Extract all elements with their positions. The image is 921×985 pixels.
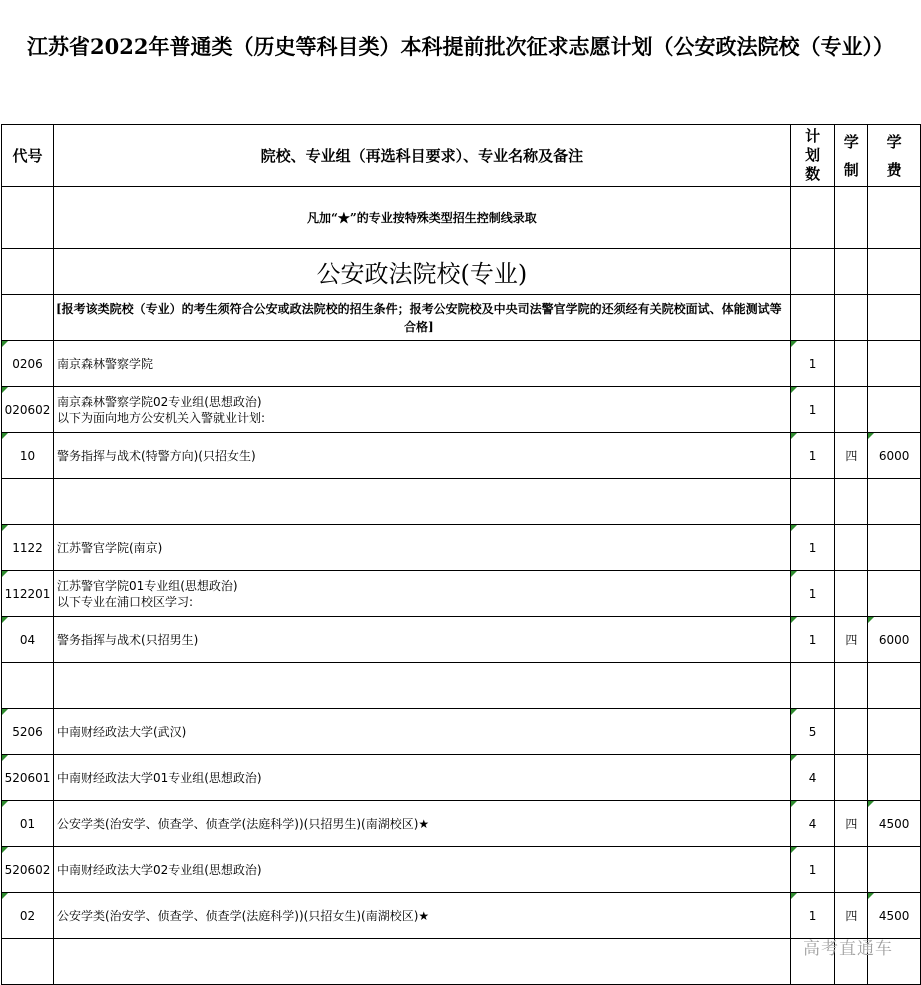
row-years-text: 四 [845,449,858,463]
row-code-text: 5206 [12,724,43,739]
section-title: 公安政法院校(专业) [53,249,790,295]
table-row [2,939,921,985]
row-code [2,755,54,801]
row-code [2,525,54,571]
row-years [835,709,868,755]
row-name [53,571,790,617]
row-years-text: 四 [845,633,858,647]
row-fee [868,571,921,617]
row-fee [868,709,921,755]
table-row [2,525,921,571]
row-plan [790,571,835,617]
table-row [2,801,921,847]
row-name [53,617,790,663]
row-code-text: 520602 [4,862,51,877]
row-code-text: 020602 [4,402,51,417]
row-fee-text: 4500 [878,908,910,923]
row-code [2,893,54,939]
row-code [2,387,54,433]
row-plan-text: 1 [808,402,817,417]
row-plan [790,617,835,663]
row-code [2,617,54,663]
header-name: 院校、专业组（再选科目要求）、专业名称及备注 [53,125,790,187]
row-name-text: 警务指挥与战术(只招男生) [56,632,199,647]
row-plan [790,755,835,801]
row-fee [868,801,921,847]
row-plan-text: 1 [808,586,817,601]
section-title-row [2,249,921,295]
row-plan-text: 1 [808,356,817,371]
row-code [2,709,54,755]
header-fee-text: 学费 [886,132,902,179]
row-fee [868,479,921,525]
row-fee [868,433,921,479]
row-years-text: 四 [845,817,858,831]
requirement-row [2,295,921,341]
page-title: 江苏省2022年普通类（历史等科目类）本科提前批次征求志愿计划（公安政法院校（专业）） [27,34,894,59]
row-code-text: 01 [19,816,36,831]
table-row [2,617,921,663]
row-plan [790,341,835,387]
row-name-text: 南京森林警察学院02专业组(思想政治) [56,394,262,409]
row-plan [790,525,835,571]
row-plan-text: 4 [808,816,817,831]
row-years [835,617,868,663]
row-years [835,801,868,847]
table-row [2,709,921,755]
row-name [53,801,790,847]
row-plan [790,663,835,709]
watermark: 高考直通车 [803,939,893,959]
requirement-text: [报考该类院校（专业）的考生须符合公安或政法院校的招生条件；报考公安院校及中央司法警官学院的还须经有关院校面试、体能测试等合格] [53,295,790,341]
row-years-text: 四 [845,909,858,923]
row-name-text: 南京森林警察学院 [56,356,153,371]
row-years [835,387,868,433]
row-code-text: 112201 [4,586,51,601]
plan-table [1,124,921,985]
table-row [2,893,921,939]
row-name [53,939,790,985]
table-row [2,479,921,525]
row-code-text: 10 [19,448,36,463]
row-plan-text: 1 [808,862,817,877]
row-code [2,847,54,893]
row-fee [868,663,921,709]
row-name-text: 中南财经政法大学01专业组(思想政治) [56,770,262,785]
row-years [835,663,868,709]
row-years [835,755,868,801]
row-plan-text: 5 [808,724,817,739]
row-fee [868,893,921,939]
row-name-note: 以下专业在浦口校区学习: [56,594,193,609]
row-fee [868,755,921,801]
row-name-text: 江苏警官学院(南京) [56,540,163,555]
row-years [835,893,868,939]
row-plan [790,893,835,939]
row-code [2,801,54,847]
row-code-text: 02 [19,908,36,923]
notice-text: 凡加“★”的专业按特殊类型招生控制线录取 [53,187,790,249]
row-plan [790,387,835,433]
row-plan-text: 1 [808,908,817,923]
table-row [2,663,921,709]
notice-row [2,187,921,249]
header-code: 代号 [2,125,54,187]
row-plan [790,847,835,893]
table-row [2,755,921,801]
row-name-text: 中南财经政法大学(武汉) [56,724,187,739]
row-fee-text: 4500 [878,816,910,831]
row-code [2,433,54,479]
row-code-text: 0206 [12,356,43,371]
row-name [53,663,790,709]
row-code [2,341,54,387]
row-plan [790,433,835,479]
row-code-text: 04 [19,632,36,647]
row-name [53,341,790,387]
row-years [835,847,868,893]
row-code [2,479,54,525]
row-code-text: 1122 [12,540,43,555]
row-code [2,663,54,709]
row-plan [790,709,835,755]
row-fee-text: 6000 [878,632,910,647]
row-fee [868,525,921,571]
header-plan [790,125,835,187]
row-name-text: 警务指挥与战术(特警方向)(只招女生) [56,448,256,463]
table-row [2,847,921,893]
row-name-note: 以下为面向地方公安机关入警就业计划: [56,410,265,425]
row-fee [868,617,921,663]
row-plan [790,801,835,847]
row-plan-text: 1 [808,448,817,463]
header-fee [868,125,921,187]
row-name [53,433,790,479]
row-code-text: 520601 [4,770,51,785]
row-years [835,341,868,387]
row-name [53,893,790,939]
row-name [53,525,790,571]
row-plan-text: 4 [808,770,817,785]
row-fee [868,387,921,433]
row-name [53,479,790,525]
row-code [2,939,54,985]
header-plan-text: 计划数 [805,127,821,183]
row-name-text: 江苏警官学院01专业组(思想政治) [56,578,238,593]
row-fee-text: 6000 [878,448,910,463]
row-years [835,479,868,525]
row-name [53,755,790,801]
row-plan [790,479,835,525]
row-name-text: 公安学类(治安学、侦查学、侦查学(法庭科学))(只招男生)(南湖校区)★ [56,816,430,831]
row-name [53,709,790,755]
row-years [835,571,868,617]
row-plan-text: 1 [808,632,817,647]
row-name [53,847,790,893]
row-plan-text: 1 [808,540,817,555]
row-fee [868,847,921,893]
row-name [53,387,790,433]
header-years-text: 学制 [843,132,859,179]
table-header-row [2,125,921,187]
row-years [835,433,868,479]
header-years [835,125,868,187]
table-row [2,387,921,433]
row-name-text: 公安学类(治安学、侦查学、侦查学(法庭科学))(只招女生)(南湖校区)★ [56,908,430,923]
row-fee [868,341,921,387]
row-code [2,571,54,617]
table-row [2,341,921,387]
table-row [2,571,921,617]
row-years [835,525,868,571]
table-row [2,433,921,479]
row-name-text: 中南财经政法大学02专业组(思想政治) [56,862,262,877]
